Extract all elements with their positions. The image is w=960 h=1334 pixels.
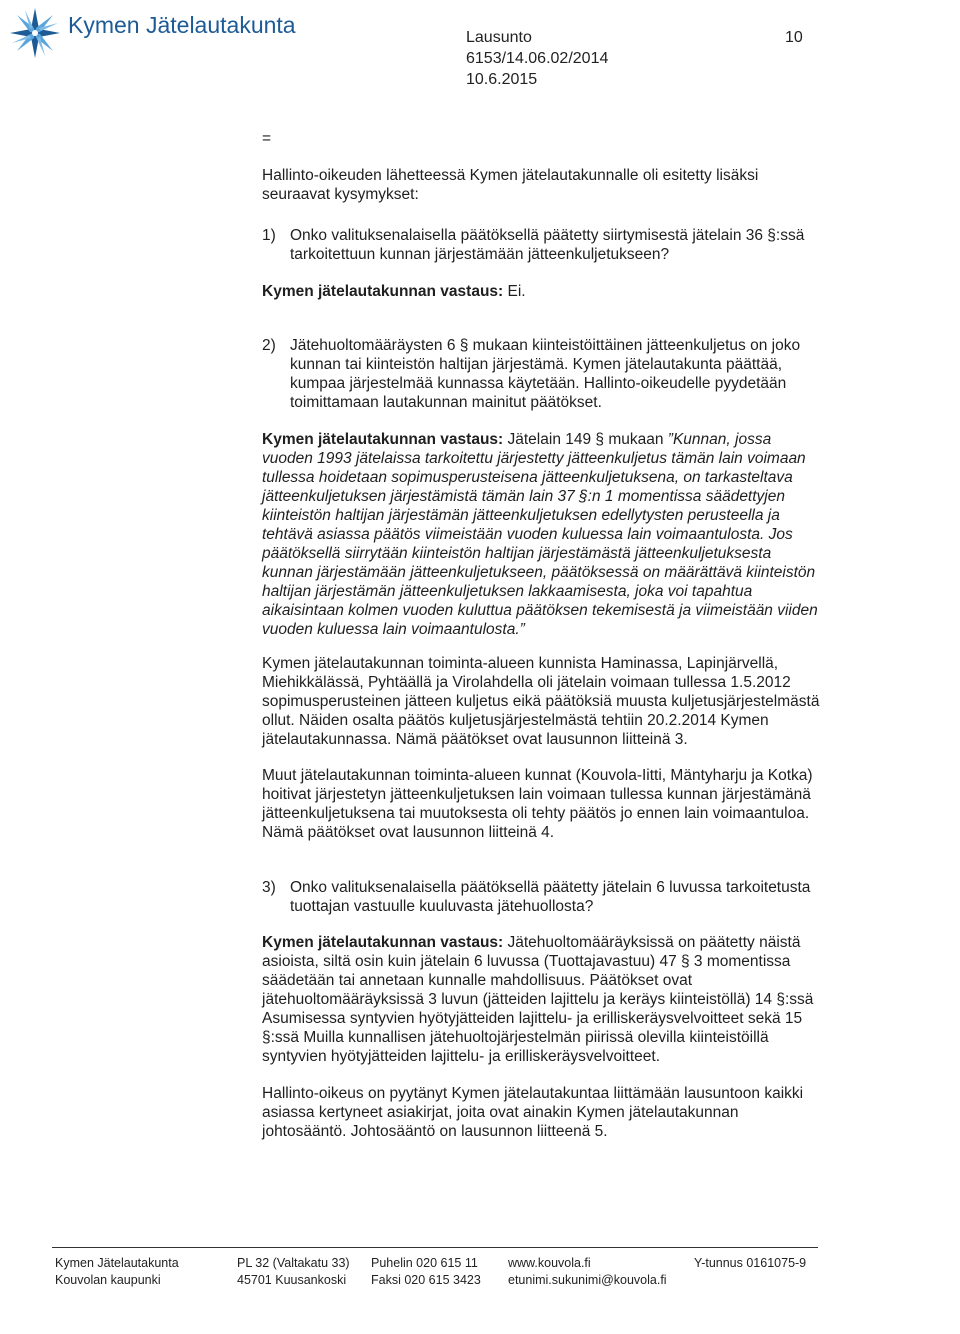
organization-name: Kymen Jätelautakunta bbox=[68, 12, 296, 38]
answer-2-quote: ”Kunnan, jossa vuoden 1993 jätelaissa tarkoitettu järjestetty jätteenkuljetus tämän lain voimaan tullessa hoidetaan sopimusperusteisena jätteenkuljetuksena, on tarkasteltava jätteenkuljetuksen järjestämistä tämän lain 37 §:n 1 momentissa säädettyjen kiinteistön haltijan järjestämän jätteenkuljetuksen edellytysten perusteella ja tehtävä asiassa päätös viimeistään vuoden kuluessa lain voimaantulosta. Jos päätöksellä siirrytään kiinteistön haltijan järjestämästä jätteenkuljetuksesta kunnan järjestämään jätteenkuljetukseen, päätöksessä on määrättävä kiinteistön haltijan järjestämän jätteenkuljetuksen lakkaamisesta, joka voi tapahtua aikaisintaan kolmen vuoden kuluttua päätöksen tekemisestä ja viimeistään viiden vuoden kuluessa lain voimaantulosta.” bbox=[262, 431, 818, 638]
answer-label: Kymen jätelautakunnan vastaus: bbox=[262, 934, 504, 951]
footer-email-link[interactable]: etunimi.sukunimi@kouvola.fi bbox=[508, 1273, 667, 1287]
footer-divider bbox=[52, 1247, 818, 1248]
answer-label: Kymen jätelautakunnan vastaus: bbox=[262, 431, 504, 448]
footer-phone: Puhelin 020 615 11 bbox=[371, 1256, 478, 1270]
answer-2-lead: Jätelain 149 § mukaan bbox=[503, 431, 668, 448]
equals-sign: = bbox=[262, 130, 272, 147]
footer-website-link[interactable]: www.kouvola.fi bbox=[508, 1256, 591, 1270]
question-3 bbox=[262, 878, 822, 918]
footer-column-phone bbox=[371, 1255, 481, 1289]
final-paragraph: Hallinto-oikeus on pyytänyt Kymen jätelautakuntaa liittämään lausuntoon kaikki asiassa kertyneet asiakirjat, joita ovat ainakin Kymen jätelautakunnan johtosääntö. Johtosääntö on lausunnon liitteenä 5. bbox=[262, 1085, 804, 1140]
paragraph-other-municipalities: Muut jätelautakunnan toiminta-alueen kunnat (Kouvola-Iitti, Mäntyharju ja Kotka) hoitivat järjestetyn jätteenkuljetuksen lain voimaan tullessa kunnan järjestämänä jätteenkuljetuksena tai muutoksesta oli tehty päätös jo ennen lain voimaantuloa. Nämä päätökset ovat lausunnon liitteinä 4. bbox=[262, 767, 813, 841]
answer-label: Kymen jätelautakunnan vastaus: bbox=[262, 283, 504, 300]
intro-paragraph: Hallinto-oikeuden lähetteessä Kymen jätelautakunnalle oli esitetty lisäksi seuraavat kysymykset: bbox=[262, 167, 759, 203]
document-date: 10.6.2015 bbox=[466, 71, 538, 88]
question-2-text: Jätehuoltomääräysten 6 § mukaan kiinteistöittäinen jätteenkuljetus on joko kunnan tai kiinteistön haltijan järjestämä. Kymen jätelautakunta päättää, kumpaa järjestelmää kunnassa käytetään. Hallinto-oikeudelle pyydetään toimittamaan lautakunnan mainitut päätökset. bbox=[290, 337, 801, 411]
question-1-text: Onko valituksenalaisella päätöksellä päätetty siirtymisestä jätelain 36 §:ssä tarkoitettuun kunnan järjestämään jätteenkuljetukseen? bbox=[290, 227, 805, 263]
question-3-text: Onko valituksenalaisella päätöksellä päätetty jätelain 6 luvussa tarkoitetusta tuottajan vastuulle kuuluvasta jätehuollosta? bbox=[290, 879, 811, 915]
page-number: 10 bbox=[785, 29, 803, 46]
footer-postal-code: 45701 Kuusankoski bbox=[237, 1273, 347, 1287]
footer-column-address bbox=[237, 1255, 350, 1289]
answer-2 bbox=[262, 430, 822, 639]
footer-business-id: Y-tunnus 0161075-9 bbox=[694, 1256, 807, 1270]
question-1-number: 1) bbox=[262, 227, 276, 244]
footer-city: Kouvolan kaupunki bbox=[55, 1273, 161, 1287]
star-snowflake-icon bbox=[8, 6, 62, 60]
footer-column-web bbox=[508, 1255, 667, 1289]
footer-po-box: PL 32 (Valtakatu 33) bbox=[237, 1256, 350, 1270]
answer-3 bbox=[262, 933, 822, 1066]
answer-3-text: Jätehuoltomääräyksissä on päätetty näistä asioista, siltä osin kuin jätelain 6 luvussa (Tuottajavastuu) 47 § 3 momentissa säädetään tai annetaan kunnalle mahdollisuus. Päätökset ovat jätehuoltomääräyksissä 3 luvun (jätteiden lajittelu ja keräys kiinteistöllä) 14 §:ssä Asumisessa syntyvien hyötyjätteiden lajittelu- ja erilliskeräysvelvoitteet sekä 15 §:ssä Muilla kunnallisen jätehuoltojärjestelmän piirissä olevilla kiinteistöillä syntyvien hyötyjätteiden lajittelu- ja erilliskeräysvelvoitteet. bbox=[262, 934, 814, 1065]
document-reference: 6153/14.06.02/2014 bbox=[466, 50, 609, 67]
document-type: Lausunto bbox=[466, 29, 532, 46]
answer-1 bbox=[262, 282, 822, 301]
question-3-number: 3) bbox=[262, 879, 276, 896]
footer-org-name: Kymen Jätelautakunta bbox=[55, 1256, 179, 1270]
footer-column-business-id bbox=[694, 1255, 806, 1272]
footer-fax: Faksi 020 615 3423 bbox=[371, 1273, 481, 1287]
question-2-number: 2) bbox=[262, 337, 276, 354]
question-1 bbox=[262, 226, 822, 266]
question-2 bbox=[262, 336, 822, 416]
footer-column-organization bbox=[55, 1255, 179, 1289]
answer-1-text: Ei. bbox=[503, 283, 526, 300]
paragraph-area-municipalities: Kymen jätelautakunnan toiminta-alueen kunnista Haminassa, Lapinjärvellä, Miehikkälässä, Pyhtäällä ja Virolahdella oli jätelain voimaan tullessa 1.5.2012 sopimusperusteinen jätteen kuljetus eikä päätöksiä muusta kuljetusjärjestelmästä ollut. Näiden osalta päätös kuljetusjärjestelmästä tehtiin 20.2.2014 Kymen jätelautakunnassa. Nämä päätökset ovat lausunnon liitteinä 3. bbox=[262, 655, 820, 748]
